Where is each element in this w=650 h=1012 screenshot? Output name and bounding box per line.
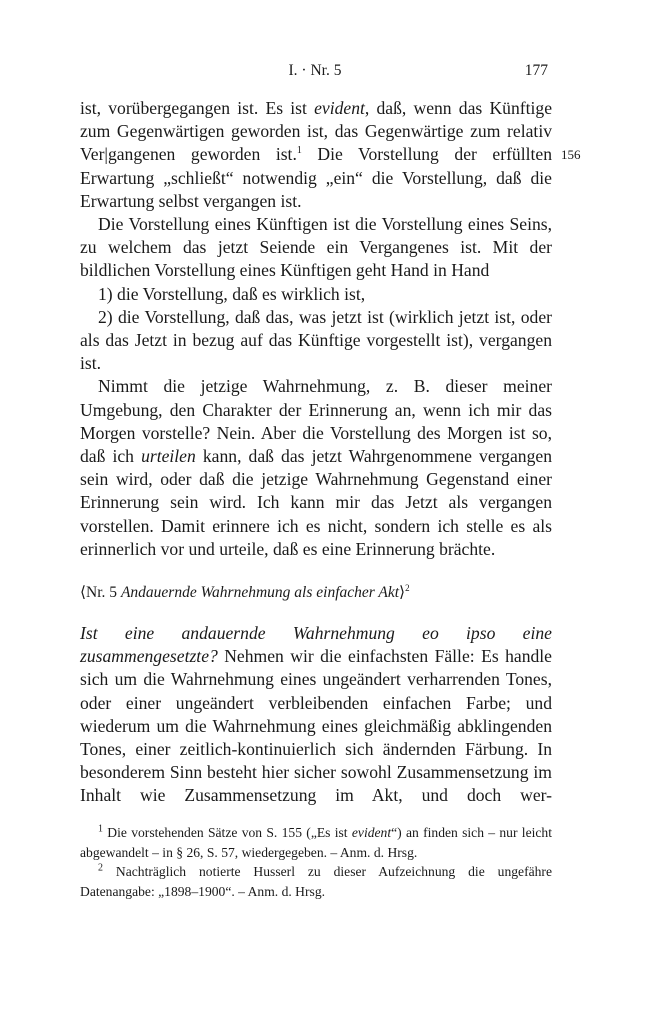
paragraph-2: Die Vorstellung eines Künftigen ist die Vorstellung eines Seins, zu welchem das jetzt Seiende ein Vergangenes ist. Mit der bildlichen Vorstellung eines Künftigen geht Hand in Hand: [80, 214, 552, 281]
footnotes: [80, 823, 552, 902]
text-run: Die vorstehenden Sätze von S. 155 („Es ist: [103, 825, 352, 840]
text-run: kann, daß das jetzt Wahrgenommene vergangen sein wird, oder daß die jetzige Wahrnehmung Gegenstand einer Erinnerung sein wird. Ich kann mir das Jetzt als vergangen vorstellen. Damit erinnere ich es nicht, sondern ich stelle es als erinnerlich vor und urteile, daß es eine Erinnerung brächte.: [80, 446, 552, 559]
text-run: Nimmt die jetzige Wahrnehmung, z. B. dieser meiner Umgebung, den Charakter der Erinnerung an, wenn ich mir das Morgen vorstelle? Nein. Aber die Vorstellung des Morgen ist so, daß ich: [80, 376, 552, 467]
footnote-mark: 1: [98, 823, 103, 835]
text-run: “) an finden sich – nur leicht abgewandelt – in § 26, S. 57, wiedergegeben. – Anm. d. Hrsg.: [80, 825, 552, 860]
main-text-top: [80, 97, 552, 561]
paragraph-4: [80, 622, 552, 808]
footnote-mark: 2: [98, 862, 103, 874]
footnote-2: [80, 862, 552, 901]
section-heading: [80, 583, 552, 603]
text-run: , daß, wenn das Künftige zum Gegenwärtigen geworden ist, das Gegenwärtige zum relativ Ver|gangenen geworden ist.: [80, 98, 553, 165]
text-run: Die Vorstellung der erfüllten Erwartung „schließt“ notwendig „ein“ die Vorstellung, daß die Erwartung selbst vergangen ist.: [80, 144, 553, 211]
footnote-mark: 1: [296, 145, 302, 157]
text-run: ist, vorübergegangen ist. Es ist: [80, 98, 315, 118]
heading-suffix: ⟩: [399, 584, 406, 601]
italic-text: evident: [314, 98, 365, 118]
heading-title: Andauernde Wahrnehmung als einfacher Akt: [120, 584, 400, 601]
page-number: 177: [524, 62, 548, 79]
paragraph-1: [80, 97, 552, 213]
text-run: Nehmen wir die einfachsten Fälle: Es handle sich um die Wahrnehmung eines ungeändert verharrenden Tones, oder einer ungeändert verbleibenden einfachen Farbe; und wiederum um die Wahrnehmung eines gleichmäßig abklingenden Tones, einer zeitlich-kontinuierlich sich ändernden Färbung. In besonderem Sinn besteht hier sicher sowohl Zusammensetzung im Inhalt wie Zusammensetzung im Akt, und doch wer-: [80, 646, 552, 806]
italic-text: evident: [351, 825, 392, 840]
running-header: [80, 62, 550, 82]
italic-text: urteilen: [141, 446, 196, 467]
margin-page-reference: 156: [561, 147, 581, 162]
running-title: I. · Nr. 5: [288, 62, 342, 79]
footnote-1: [80, 823, 552, 862]
heading-prefix: ⟨Nr. 5: [80, 584, 121, 601]
heading-footnote-mark: 2: [405, 582, 410, 593]
text-run: Nachträglich notierte Husserl zu dieser Aufzeichnung die ungefähre Datenangabe: „1898–1900“. – Anm. d. Hrsg.: [80, 864, 552, 900]
italic-text: Ist eine andauernde Wahrnehmung eo ipso eine zusammengesetzte?: [80, 623, 552, 667]
main-text-bottom: [80, 622, 552, 808]
list-item-1: 1) die Vorstellung, daß es wirklich ist,: [98, 283, 366, 304]
list-item-2: 2) die Vorstellung, daß das, was jetzt ist (wirklich jetzt ist, oder als das Jetzt in bezug auf das Künftige vorgestellt ist), vergangen ist.: [80, 306, 552, 374]
paragraph-3: [80, 375, 552, 561]
